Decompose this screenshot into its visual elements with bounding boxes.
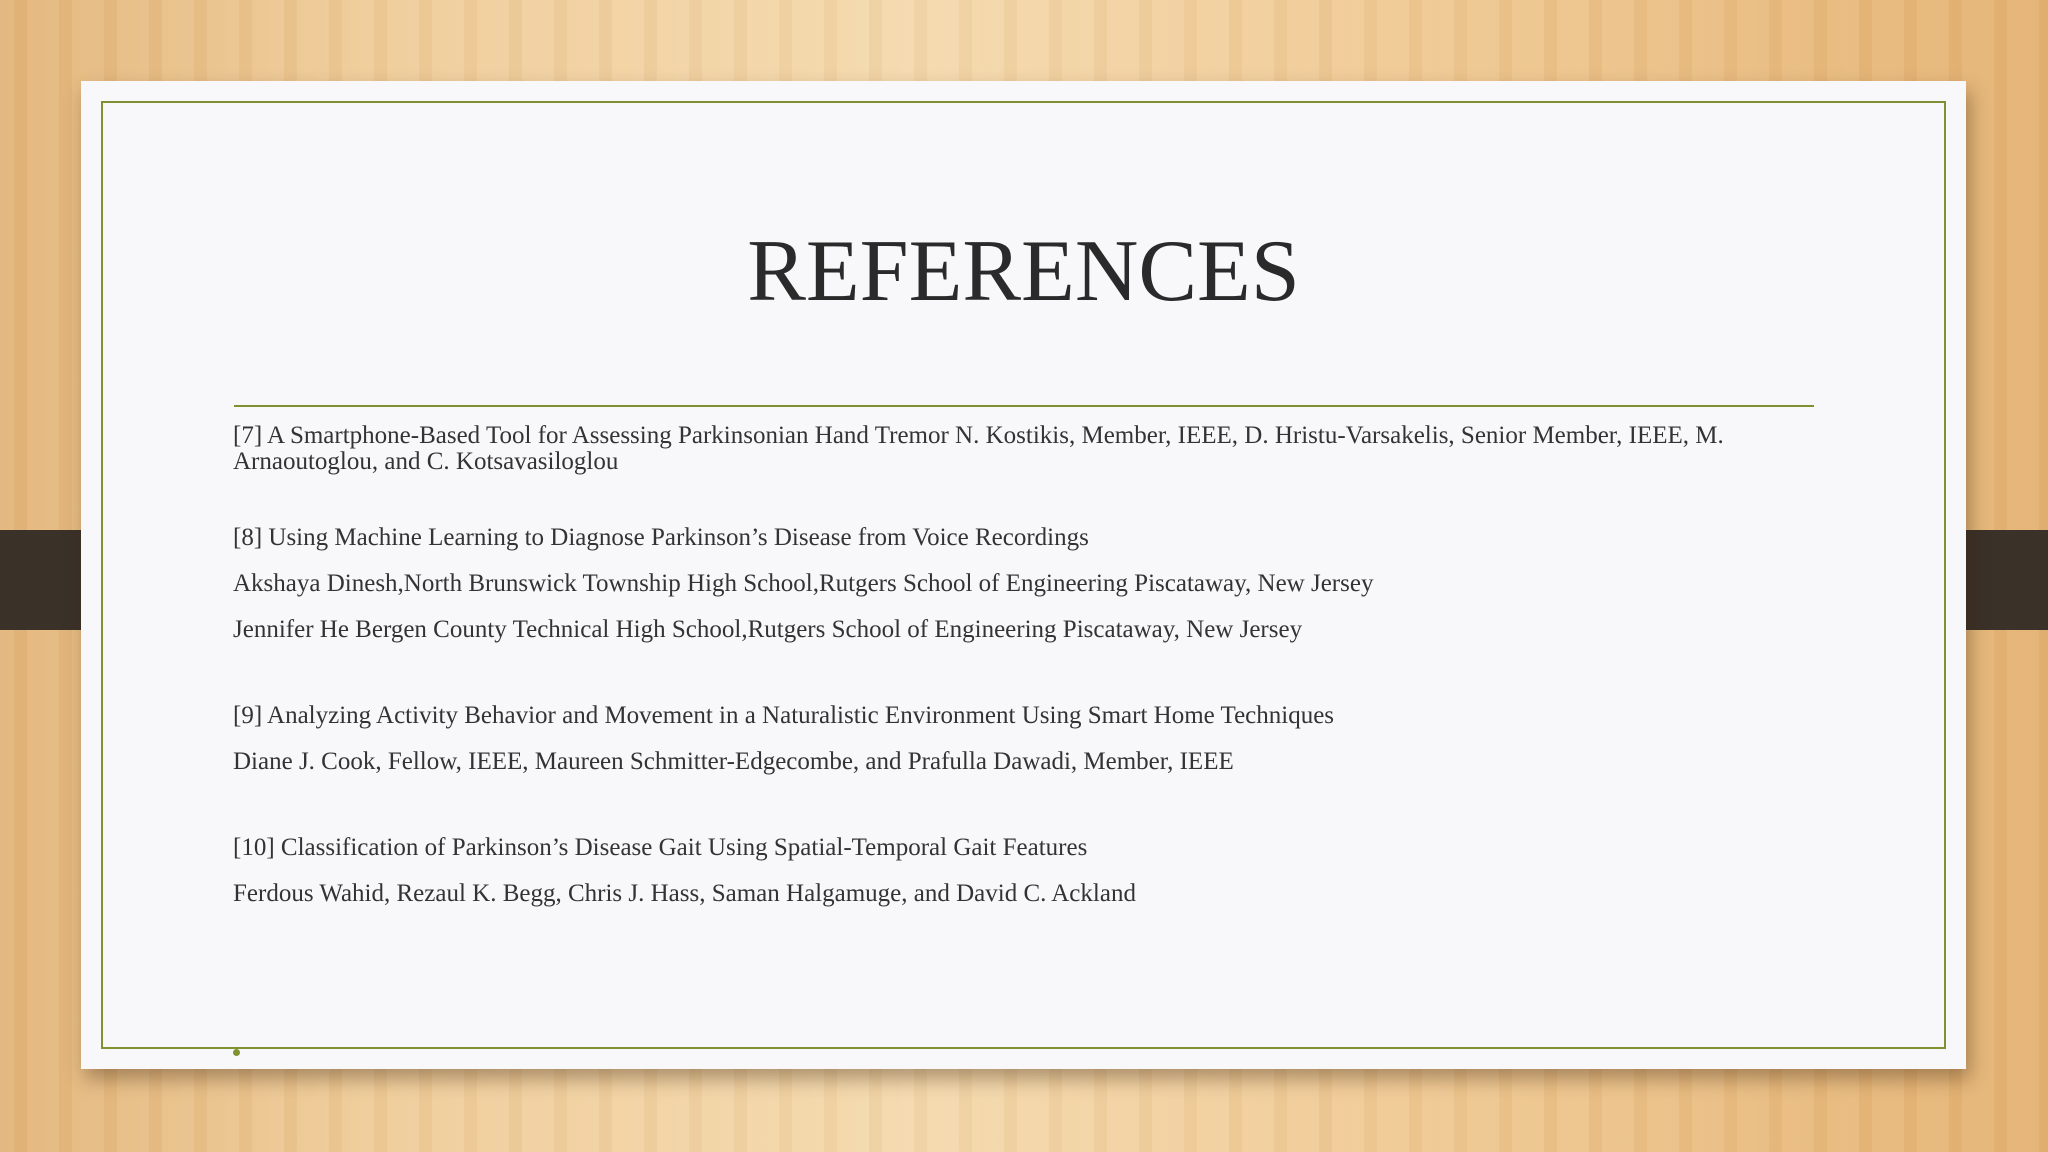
reference-authors: Jennifer He Bergen County Technical High School,Rutgers School of Engineering Piscataway, New Jersey [233,616,1303,643]
reference-title: [7] A Smartphone-Based Tool for Assessing Parkinsonian Hand Tremor N. Kostikis, Member, IEEE, D. Hristu-Varsakelis, Senior Member, IEEE, M. Arnaoutoglou, and C. Kotsavasiloglou [233,422,1724,475]
reference-authors: Ferdous Wahid, Rezaul K. Begg, Chris J. Hass, Saman Halgamuge, and David C. Ackland [233,880,1136,907]
title-divider [234,405,1814,407]
reference-item [233,515,1823,653]
reference-authors: Akshaya Dinesh,North Brunswick Township High School,Rutgers School of Engineering Piscataway, New Jersey [233,570,1374,597]
references-list [233,423,1823,957]
reference-item [233,693,1823,785]
reference-title: [9] Analyzing Activity Behavior and Movement in a Naturalistic Environment Using Smart Home Techniques [233,702,1335,729]
slide [81,81,1966,1069]
reference-authors: Diane J. Cook, Fellow, IEEE, Maureen Schmitter-Edgecombe, and Prafulla Dawadi, Member, IEEE [233,748,1234,775]
empty-bullet [233,1049,245,1061]
slide-title: REFERENCES [747,223,1300,320]
reference-item [233,825,1823,917]
reference-title: [8] Using Machine Learning to Diagnose Parkinson’s Disease from Voice Recordings [233,524,1089,551]
reference-title: [10] Classification of Parkinson’s Disease Gait Using Spatial-Temporal Gait Features [233,834,1088,861]
bullet-dot-icon [233,1049,240,1056]
reference-item [233,423,1823,475]
